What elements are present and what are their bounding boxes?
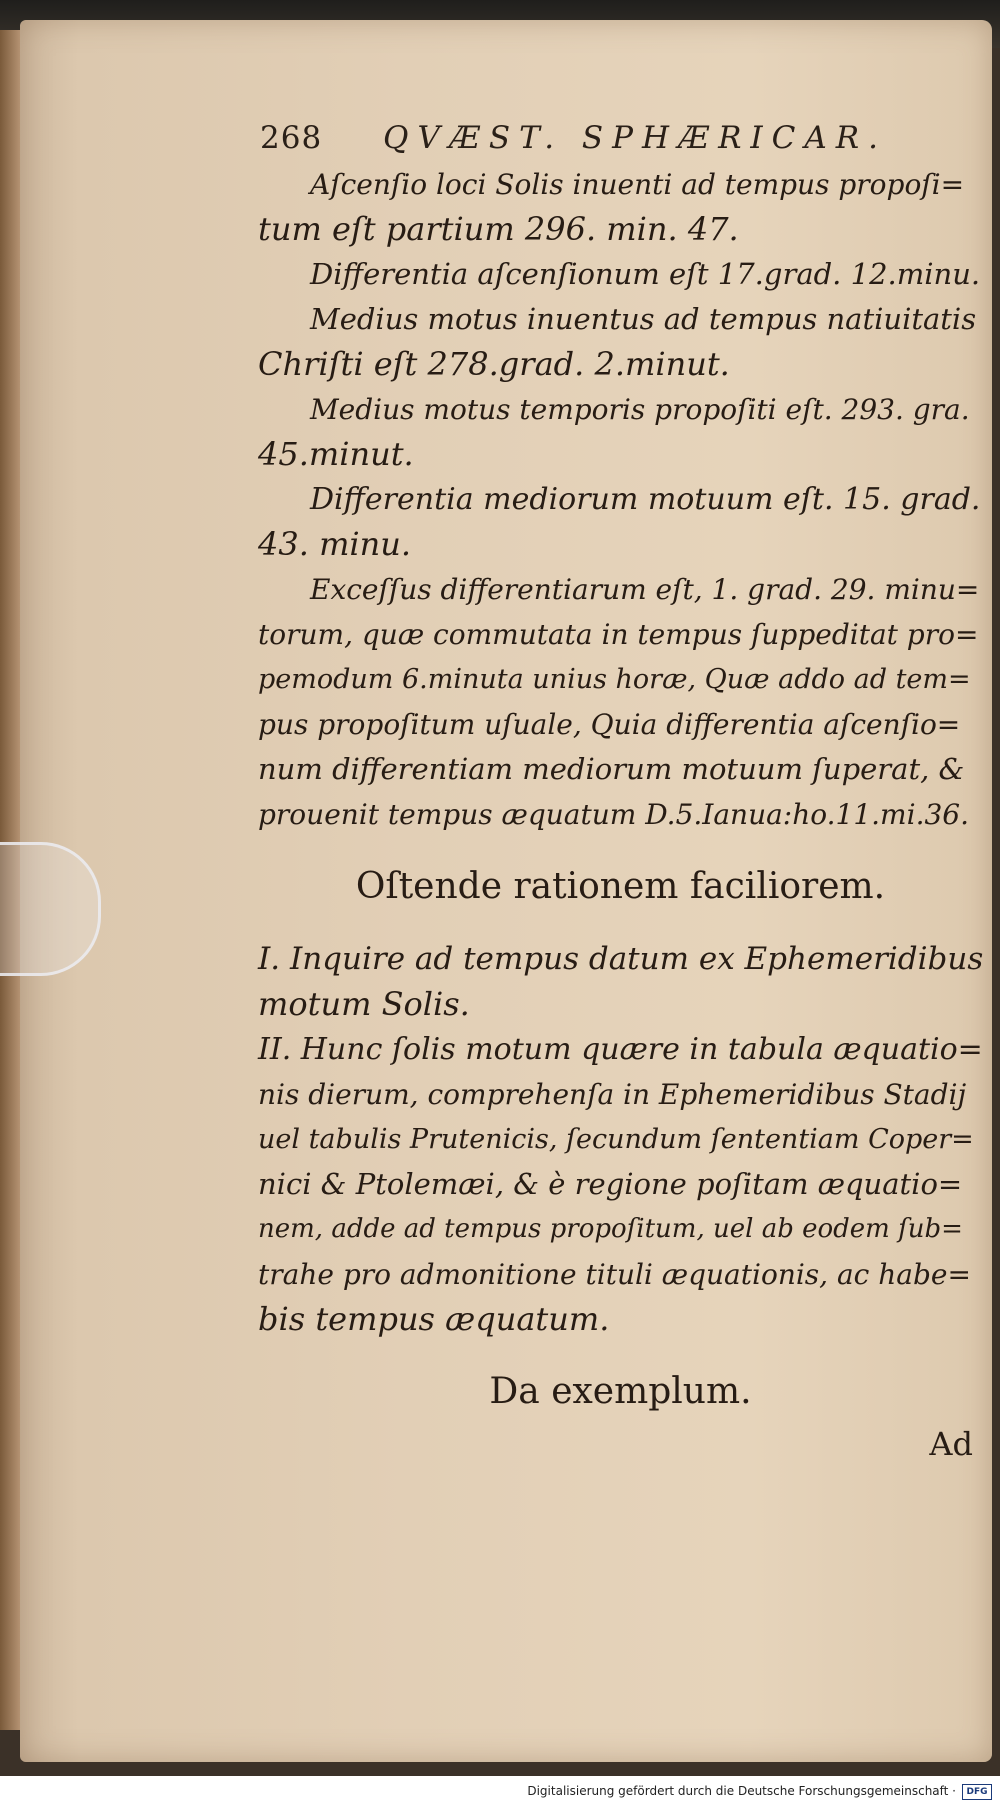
page-number: 268 <box>260 120 323 156</box>
text-block-2 <box>258 937 983 1342</box>
text-line: Chriſti eſt 278.grad. 2.minut. <box>258 345 730 383</box>
text-line: nis dierum, comprehenſa in Ephemeridibus Stadij <box>258 1078 967 1111</box>
text-line: Differentia aſcenſionum eſt 17.grad. 12.minu. <box>310 257 981 291</box>
footer-credit: Digitalisierung gefördert durch die Deutsche Forschungsgemeinschaft · <box>527 1784 956 1798</box>
text-line: nem, adde ad tempus propoſitum, uel ab eodem ſub= <box>258 1214 963 1244</box>
text-line: tum eſt partium 296. min. 47. <box>258 210 739 248</box>
text-line: num differentiam mediorum motuum ſuperat, & <box>258 752 965 786</box>
text-line: II. Hunc ſolis motum quære in tabula æquatio= <box>258 1032 983 1067</box>
text-line: Medius motus temporis propoſiti eſt. 293. gra. <box>310 393 970 426</box>
section-heading-2: Da exemplum. <box>489 1371 752 1412</box>
text-line: Aſcenſio loci Solis inuenti ad tempus propoſi= <box>310 168 965 201</box>
text-line: 45.minut. <box>258 435 414 473</box>
text-line: uel tabulis Prutenicis, ſecundum ſententiam Coper= <box>258 1124 974 1155</box>
text-line: I. Inquire ad tempus datum ex Ephemeridibus <box>258 941 984 977</box>
catchword: Ad <box>929 1425 973 1463</box>
page-header <box>260 120 980 156</box>
dfg-logo-icon: DFG <box>962 1784 992 1800</box>
text-line: motum Solis. <box>258 985 470 1023</box>
text-line: Differentia mediorum motuum eſt. 15. grad. <box>310 482 981 517</box>
section-heading-1: Oſtende rationem faciliorem. <box>355 866 886 907</box>
text-line: 43. minu. <box>258 525 412 563</box>
text-line: trahe pro admonitione tituli æquationis, ac habe= <box>258 1258 971 1291</box>
text-line: nici & Ptolemæi, & è regione poſitam æquatio= <box>258 1167 963 1201</box>
text-line: Medius motus inuentus ad tempus natiuitatis <box>310 302 977 336</box>
text-block-1 <box>258 162 983 837</box>
footer-bar <box>0 1778 1000 1804</box>
page-body <box>258 162 983 1467</box>
text-line: bis tempus æquatum. <box>258 1300 610 1338</box>
text-line: pemodum 6.minuta unius horæ, Quæ addo ad tem= <box>258 664 971 695</box>
text-line: torum, quæ commutata in tempus ſuppeditat pro= <box>258 618 979 651</box>
text-line: pus propoſitum uſuale, Quia differentia aſcenſio= <box>258 708 961 741</box>
spacer <box>258 1342 983 1362</box>
spacer <box>258 837 983 857</box>
spacer <box>258 917 983 937</box>
text-line: prouenit tempus æquatum D.5.Ianua:ho.11.mi.36. <box>258 798 969 831</box>
text-line: Exceſſus differentiarum eſt, 1. grad. 29. minu= <box>310 573 980 606</box>
running-head: QVÆST. SPHÆRICAR. <box>383 120 887 156</box>
